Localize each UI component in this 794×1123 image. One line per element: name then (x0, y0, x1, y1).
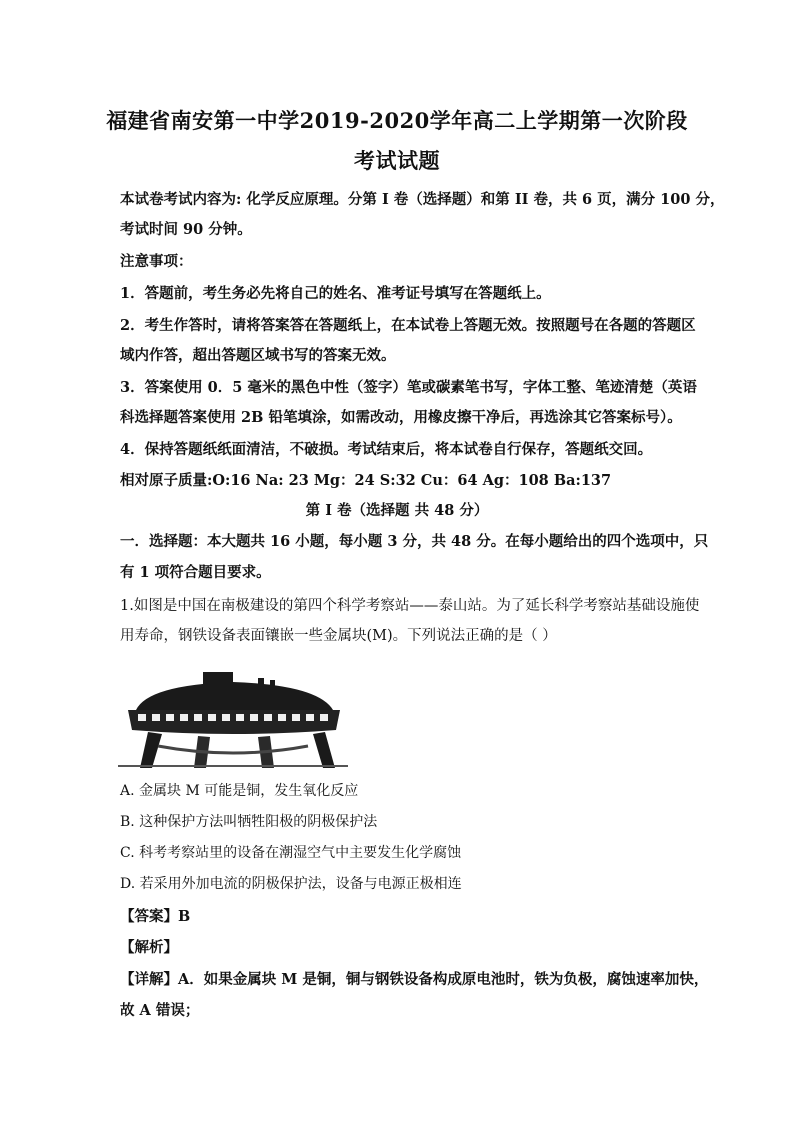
option-a: A. 金属块 M 可能是铜，发生氧化反应 (120, 783, 359, 799)
note-3-line-1: 3．答案使用 0．5 毫米的黑色中性（签字）笔或碳素笔书写，字体工整、笔迹清楚（英语 (120, 379, 697, 396)
detail-line-2: 故 A 错误； (120, 1002, 200, 1019)
intro-line-1: 本试卷考试内容为: 化学反应原理。分第 I 卷（选择题）和第 II 卷，共 6 页，满分 100 分， (120, 191, 725, 208)
question-1-line-2: 用寿命，钢铁设备表面镶嵌一些金属块(M)。下列说法正确的是（ ） (120, 628, 557, 644)
notes-heading: 注意事项： (120, 253, 193, 270)
option-d: D. 若采用外加电流的阴极保护法，设备与电源正极相连 (120, 876, 462, 892)
option-c: C. 科考考察站里的设备在潮湿空气中主要发生化学腐蚀 (120, 845, 462, 861)
note-4: 4．保持答题纸纸面清洁，不破损。考试结束后，将本试卷自行保存，答题纸交回。 (120, 441, 653, 458)
section-intro-line-1: 一．选择题：本大题共 16 小题，每小题 3 分，共 48 分。在每小题给出的四个选项中，只 (120, 533, 709, 550)
taishan-station-image (118, 650, 348, 770)
answer: 【答案】B (120, 908, 191, 925)
option-b: B. 这种保护方法叫牺牲阳极的阴极保护法 (120, 814, 378, 830)
atomic-masses: 相对原子质量:O:16 Na: 23 Mg：24 S:32 Cu：64 Ag：108 Ba:137 (120, 472, 612, 489)
title-line-2: 考试试题 (354, 148, 440, 173)
title-line-1: 福建省南安第一中学2019-2020学年高二上学期第一次阶段 (106, 108, 688, 133)
section-title: 第 I 卷（选择题 共 48 分） (305, 502, 489, 519)
section-intro-line-2: 有 1 项符合题目要求。 (120, 564, 271, 581)
note-2-line-2: 域内作答，超出答题区域书写的答案无效。 (120, 347, 396, 364)
detail-line-1: 【详解】A．如果金属块 M 是铜，铜与钢铁设备构成原电池时，铁为负极，腐蚀速率加快， (120, 971, 709, 988)
question-1-line-1: 1.如图是中国在南极建设的第四个科学考察站——泰山站。为了延长科学考察站基础设施使 (120, 598, 700, 614)
analysis-label: 【解析】 (120, 939, 178, 956)
note-3-line-2: 科选择题答案使用 2B 铅笔填涂，如需改动，用橡皮擦干净后，再选涂其它答案标号）。 (120, 409, 682, 426)
intro-line-2: 考试时间 90 分钟。 (120, 221, 252, 238)
note-2-line-1: 2．考生作答时，请将答案答在答题纸上，在本试卷上答题无效。按照题号在各题的答题区 (120, 317, 696, 334)
note-1: 1．答题前，考生务必先将自己的姓名、准考证号填写在答题纸上。 (120, 285, 551, 302)
